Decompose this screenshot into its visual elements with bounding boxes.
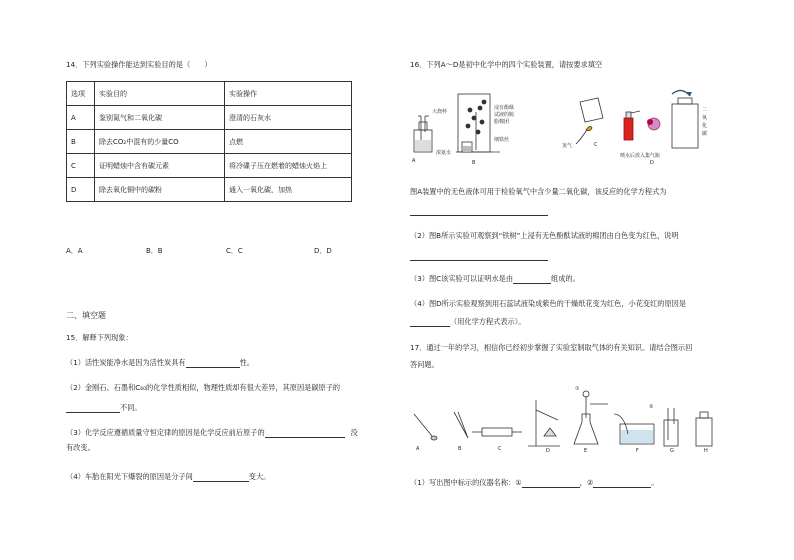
fig17-label-h: H [704, 448, 708, 454]
table-cell: 将冷碟子压在燃着的蜡烛火焰上 [225, 154, 352, 178]
q16-part-4-cont [410, 317, 525, 327]
apparatus-spoon [414, 414, 432, 436]
q16-part-3-suffix: 组成的。 [551, 274, 580, 283]
q16-part-2: （2）图B所示实验可观察到“铁树”上浸有无色酚酞试液的棉团由白色变为红色，说明 [410, 231, 679, 240]
answer-blank[interactable] [66, 404, 120, 413]
q16-part-3 [410, 274, 580, 284]
fig-label-co2-1: 二 [702, 107, 708, 113]
fig-label-hydrogen: 氢气 [562, 143, 573, 149]
apparatus-syringe [482, 428, 512, 436]
q15-part-2-suffix: 不同。 [120, 403, 142, 412]
fig-label-flower: 喷水后放入集气瓶 [620, 153, 661, 159]
table-cell: A [67, 106, 95, 130]
q15-part-4-text: （4）车胎在阳光下爆裂的原因是分子间 [66, 472, 193, 481]
table-header-cell: 实验目的 [95, 82, 225, 106]
answer-blank[interactable] [522, 479, 580, 488]
table-header-cell: 实验操作 [225, 82, 352, 106]
q17-figure [410, 384, 720, 456]
q15-part-3-text: （3）化学反应遵循质量守恒定律的原因是化学反应前后原子的 [66, 428, 265, 437]
q15-part-3-suffix: 没 [350, 428, 358, 437]
fig-label-co2-3: 化 [702, 123, 708, 129]
fig-label-b: B [472, 160, 476, 166]
table-row [67, 130, 352, 154]
q16-part-1-blank-line [410, 206, 548, 216]
answer-blank[interactable] [410, 207, 548, 216]
q17-apparatus-drawing [410, 384, 720, 456]
table-row [67, 154, 352, 178]
fig-label-paper-2: 试液的脱 [494, 112, 515, 118]
q15-part-1-suffix: 性。 [239, 358, 254, 367]
fig-label-co2-4: 碳 [702, 131, 708, 137]
q16-part-4: （4）图D所示实验观察到用石蕊试液染成紫色的干燥纸花变为红色，小花变红的原因是 [410, 299, 687, 308]
fig17-label-g: G [670, 448, 674, 454]
apparatus-bottle-g [664, 420, 678, 446]
q16-part-2-blank-line [410, 251, 548, 261]
answer-blank[interactable] [193, 473, 249, 482]
option-b[interactable]: B．B [146, 247, 163, 255]
table-cell: 除去氧化铜中的碳粉 [95, 178, 225, 202]
table-cell: B [67, 130, 95, 154]
fig-label-co2-2: 氧 [702, 115, 708, 121]
answer-blank[interactable] [513, 275, 551, 284]
table-cell: 通入一氧化碳，加热 [225, 178, 352, 202]
section-title: 二、填空题 [66, 311, 106, 320]
fig-label-a: A [412, 158, 416, 164]
fig-label-c: C [594, 142, 598, 148]
q16-figure [410, 82, 710, 174]
q17-part-1-end: 。 [651, 478, 659, 487]
q17-part-1-mid: ，② [579, 478, 594, 487]
question-17-title-cont: 答问题。 [410, 360, 439, 369]
table-header-cell: 选项 [67, 82, 95, 106]
apparatus-d-spray [624, 90, 698, 148]
answer-blank[interactable] [593, 479, 651, 488]
table-cell: D [67, 178, 95, 202]
fig-label-big-beaker: 大烧杯 [432, 109, 448, 115]
table-header-row [67, 82, 352, 106]
question-16-title: 16．下列A～D是初中化学中的四个实验装置，请按要求填空 [410, 60, 603, 69]
fig17-mark-1: ① [575, 386, 580, 392]
answer-blank[interactable] [410, 318, 450, 327]
fig17-label-c: C [498, 446, 502, 452]
answer-blank[interactable] [410, 252, 548, 261]
q16-part-4-suffix: （用化学方程式表示）。 [450, 317, 526, 326]
q16-apparatus-drawing [410, 82, 710, 174]
q15-part-4 [66, 472, 270, 482]
question-15-title: 15．解释下列现象： [66, 333, 133, 342]
apparatus-a-bottle [414, 116, 432, 152]
q15-part-3-cont: 有改变。 [66, 443, 95, 452]
apparatus-tweezers [454, 412, 468, 438]
q15-part-2-cont [66, 403, 142, 413]
q17-part-1-text: （1）写出图中标示的仪器名称：① [410, 478, 522, 487]
fig17-label-e: E [584, 448, 588, 454]
answer-blank[interactable] [186, 359, 240, 368]
q15-part-1 [66, 358, 254, 368]
table-cell: 除去CO₂中混有的少量CO [95, 130, 225, 154]
fig-label-ammonia: 浓氨水 [436, 150, 452, 156]
fig17-label-a: A [416, 446, 420, 452]
table-cell: 证明蜡烛中含有碳元素 [95, 154, 225, 178]
fig17-label-b: B [458, 446, 462, 452]
table-cell: 澄清的石灰水 [225, 106, 352, 130]
table-row [67, 106, 352, 130]
apparatus-flask [574, 414, 598, 444]
apparatus-c-flame [576, 98, 603, 144]
q16-part-3-text: （3）图C该实验可以证明水是由 [410, 274, 514, 283]
option-d[interactable]: D．D [314, 247, 332, 255]
table-cell: 鉴别氮气和二氧化碳 [95, 106, 225, 130]
table-cell: C [67, 154, 95, 178]
q15-part-4-suffix: 变大。 [248, 472, 271, 481]
q17-part-1 [410, 478, 659, 488]
fig17-mark-2: ② [649, 404, 654, 410]
question-14-title: 14．下列实验操作能达到实验目的是（ ） [66, 60, 212, 69]
fig17-label-f: F [636, 448, 639, 454]
q15-part-3 [66, 428, 358, 438]
option-a[interactable]: A．A [66, 247, 83, 255]
fig17-label-d: D [546, 448, 550, 454]
question-17-title: 17．通过一年的学习，相信你已经初步掌握了实验室制取气体的有关知识。请结合图示回 [410, 343, 693, 352]
apparatus-bottle-h [696, 418, 712, 446]
q15-part-1-text: （1）活性炭能净水是因为活性炭具有 [66, 358, 186, 367]
q15-part-2: （2）金刚石、石墨和C₆₀的化学性质相似，物理性质却有很大差异，其原因是碳原子的 [66, 383, 341, 392]
question-14-table [66, 81, 352, 202]
table-cell: 点燃 [225, 130, 352, 154]
fig-label-d: D [650, 160, 654, 166]
fig-label-paper: 浸有酚酞 [494, 105, 515, 111]
q16-part-1: 图A装置中的无色液体可用于检验氧气中含少量二氧化碳，该反应的化学方程式为 [410, 187, 667, 196]
option-c[interactable]: C．C [226, 247, 243, 255]
fig-label-wire: 细铁丝 [494, 137, 510, 143]
answer-blank[interactable] [265, 429, 345, 438]
table-row [67, 178, 352, 202]
fig-label-paper-3: 脂棉团 [494, 119, 510, 125]
